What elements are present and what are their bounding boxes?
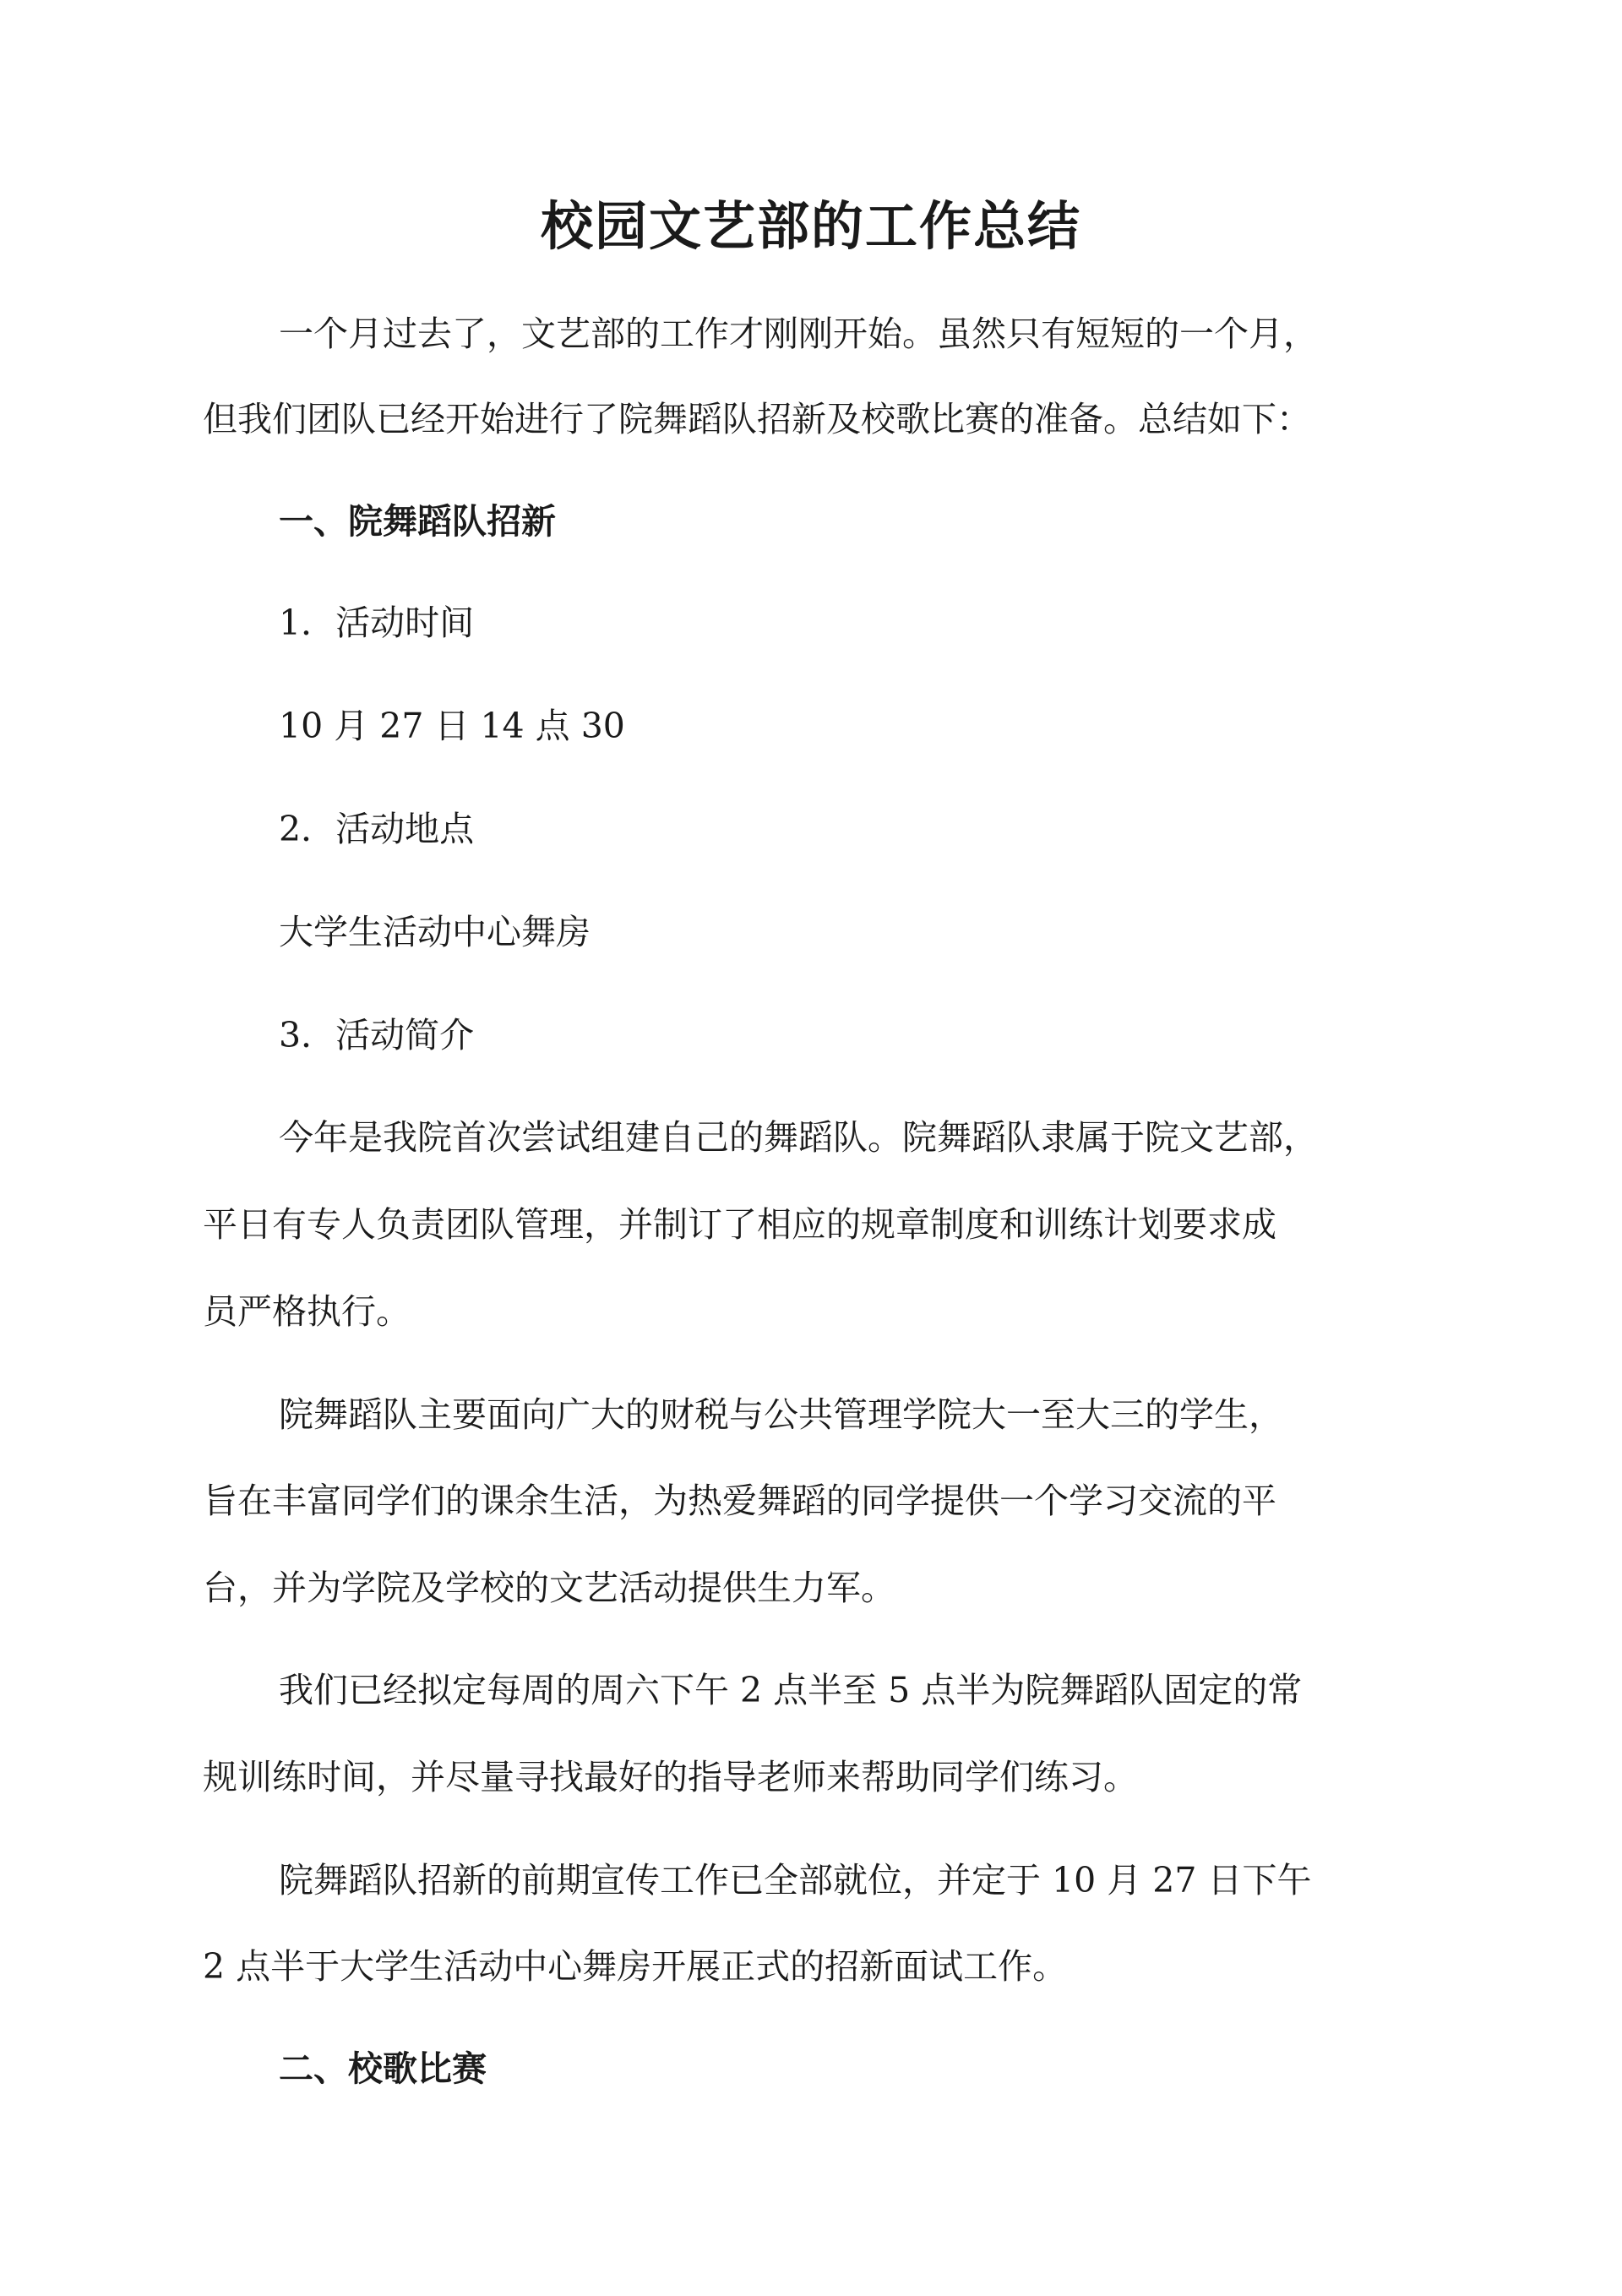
document-title: 校园文艺部的工作总结 — [540, 195, 1081, 257]
para-3-line-2: 规训练时间，并尽量寻找最好的指导老师来帮助同学们练习。 — [203, 1757, 1138, 1797]
para-2-line-1: 院舞蹈队主要面向广大的财税与公共管理学院大一至大三的学生， — [279, 1394, 1283, 1435]
item-1-label: 1．活动时间 — [279, 603, 475, 643]
section-1-heading: 一、院舞蹈队招新 — [279, 501, 556, 542]
item-3-label: 3．活动简介 — [279, 1015, 475, 1055]
para-4-line-2: 2 点半于大学生活动中心舞房开展正式的招新面试工作。 — [203, 1946, 1068, 1987]
para-4-line-1: 院舞蹈队招新的前期宣传工作已全部就位，并定于 10 月 27 日下午 — [279, 1860, 1312, 1901]
item-1-value: 10 月 27 日 14 点 30 — [279, 706, 625, 746]
item-2-label: 2．活动地点 — [279, 809, 475, 849]
para-1-line-2: 平日有专人负责团队管理，并制订了相应的规章制度和训练计划要求成 — [203, 1204, 1276, 1245]
intro-line-2: 但我们团队已经开始进行了院舞蹈队招新及校歌比赛的准备。总结如下： — [203, 399, 1311, 439]
intro-line-1: 一个月过去了，文艺部的工作才刚刚开始。虽然只有短短的一个月， — [279, 314, 1318, 354]
section-2-heading: 二、校歌比赛 — [279, 2048, 487, 2089]
para-2-line-2: 旨在丰富同学们的课余生活，为热爱舞蹈的同学提供一个学习交流的平 — [203, 1481, 1276, 1521]
para-2-line-3: 台，并为学院及学校的文艺活动提供生力军。 — [203, 1568, 895, 1608]
para-1-line-1: 今年是我院首次尝试组建自己的舞蹈队。院舞蹈队隶属于院文艺部， — [279, 1117, 1318, 1158]
para-3-line-1: 我们已经拟定每周的周六下午 2 点半至 5 点半为院舞蹈队固定的常 — [279, 1670, 1303, 1710]
para-1-line-3: 员严格执行。 — [203, 1291, 411, 1332]
item-2-value: 大学生活动中心舞房 — [279, 912, 591, 952]
